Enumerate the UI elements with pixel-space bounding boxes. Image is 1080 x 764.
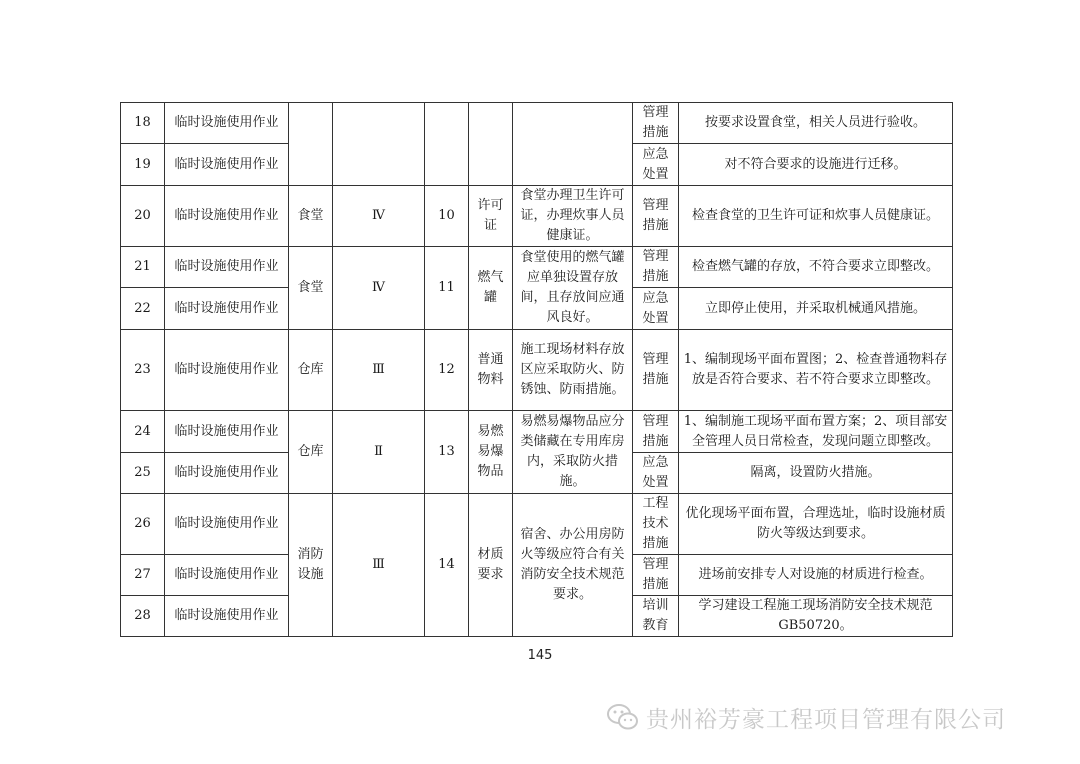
requirement-cell: 食堂使用的燃气罐应单独设置存放间，且存放间应通风良好。 bbox=[513, 247, 633, 330]
row-number: 27 bbox=[121, 555, 165, 596]
table-row bbox=[121, 330, 953, 411]
place-cell: 仓库 bbox=[289, 330, 333, 411]
place-cell: 食堂 bbox=[289, 186, 333, 247]
row-number: 26 bbox=[121, 494, 165, 555]
hazard-table bbox=[120, 102, 953, 637]
wechat-icon bbox=[606, 702, 640, 732]
task-cell: 临时设施使用作业 bbox=[165, 596, 289, 637]
measure-type-cell: 培训教育 bbox=[633, 596, 679, 637]
table-row bbox=[121, 247, 953, 288]
level-cell: Ⅳ bbox=[333, 247, 425, 330]
row-number: 23 bbox=[121, 330, 165, 411]
measure-type-cell: 管理措施 bbox=[633, 103, 679, 144]
place-cell: 消防设施 bbox=[289, 494, 333, 637]
task-cell: 临时设施使用作业 bbox=[165, 494, 289, 555]
measure-type-cell: 管理措施 bbox=[633, 247, 679, 288]
requirement-cell: 施工现场材料存放区应采取防火、防锈蚀、防雨措施。 bbox=[513, 330, 633, 411]
task-cell: 临时设施使用作业 bbox=[165, 288, 289, 330]
measure-cell: 优化现场平面布置，合理选址，临时设施材质防火等级达到要求。 bbox=[679, 494, 953, 555]
hazard-cell: 普通物料 bbox=[469, 330, 513, 411]
measure-cell: 隔离，设置防火措施。 bbox=[679, 453, 953, 494]
level-cell: Ⅲ bbox=[333, 494, 425, 637]
task-cell: 临时设施使用作业 bbox=[165, 186, 289, 247]
level-cell: Ⅱ bbox=[333, 411, 425, 494]
measure-type-cell: 应急处置 bbox=[633, 288, 679, 330]
table-row bbox=[121, 186, 953, 247]
requirement-cell: 易燃易爆物品应分类储藏在专用库房内，采取防火措施。 bbox=[513, 411, 633, 494]
measure-cell: 立即停止使用，并采取机械通风措施。 bbox=[679, 288, 953, 330]
code-cell: 11 bbox=[425, 247, 469, 330]
table-row bbox=[121, 103, 953, 144]
measure-cell: 学习建设工程施工现场消防安全技术规范GB50720。 bbox=[679, 596, 953, 637]
code-cell: 13 bbox=[425, 411, 469, 494]
level-cell-empty bbox=[333, 103, 425, 186]
hazard-cell: 燃气罐 bbox=[469, 247, 513, 330]
measure-type-cell: 应急处置 bbox=[633, 453, 679, 494]
page-number: 145 bbox=[527, 648, 553, 663]
measure-type-cell: 应急处置 bbox=[633, 144, 679, 186]
measure-cell: 检查燃气罐的存放，不符合要求立即整改。 bbox=[679, 247, 953, 288]
requirement-cell: 食堂办理卫生许可证，办理炊事人员健康证。 bbox=[513, 186, 633, 247]
level-cell: Ⅳ bbox=[333, 186, 425, 247]
measure-type-cell: 管理措施 bbox=[633, 411, 679, 453]
code-cell: 12 bbox=[425, 330, 469, 411]
measure-cell: 1、编制现场平面布置图；2、检查普通物料存放是否符合要求、若不符合要求立即整改。 bbox=[679, 330, 953, 411]
hazard-cell: 材质要求 bbox=[469, 494, 513, 637]
code-cell: 10 bbox=[425, 186, 469, 247]
code-cell: 14 bbox=[425, 494, 469, 637]
measure-type-cell: 管理措施 bbox=[633, 555, 679, 596]
table-row bbox=[121, 411, 953, 453]
row-number: 25 bbox=[121, 453, 165, 494]
task-cell: 临时设施使用作业 bbox=[165, 247, 289, 288]
place-cell-empty bbox=[289, 103, 333, 186]
row-number: 24 bbox=[121, 411, 165, 453]
row-number: 21 bbox=[121, 247, 165, 288]
level-cell: Ⅲ bbox=[333, 330, 425, 411]
row-number: 19 bbox=[121, 144, 165, 186]
row-number: 28 bbox=[121, 596, 165, 637]
hazard-cell-empty bbox=[469, 103, 513, 186]
watermark bbox=[606, 700, 1006, 734]
table-row bbox=[121, 494, 953, 555]
hazard-cell: 许可证 bbox=[469, 186, 513, 247]
measure-cell: 进场前安排专人对设施的材质进行检查。 bbox=[679, 555, 953, 596]
measure-cell: 1、编制施工现场平面布置方案；2、项目部安全管理人员日常检查，发现问题立即整改。 bbox=[679, 411, 953, 453]
place-cell: 仓库 bbox=[289, 411, 333, 494]
task-cell: 临时设施使用作业 bbox=[165, 330, 289, 411]
place-cell: 食堂 bbox=[289, 247, 333, 330]
watermark-text: 贵州裕芳豪工程项目管理有限公司 bbox=[646, 706, 1006, 733]
code-cell-empty bbox=[425, 103, 469, 186]
measure-type-cell: 管理措施 bbox=[633, 186, 679, 247]
task-cell: 临时设施使用作业 bbox=[165, 411, 289, 453]
measure-cell: 按要求设置食堂，相关人员进行验收。 bbox=[679, 103, 953, 144]
row-number: 22 bbox=[121, 288, 165, 330]
task-cell: 临时设施使用作业 bbox=[165, 453, 289, 494]
requirement-cell-empty bbox=[513, 103, 633, 186]
task-cell: 临时设施使用作业 bbox=[165, 103, 289, 144]
task-cell: 临时设施使用作业 bbox=[165, 144, 289, 186]
requirement-cell: 宿舍、办公用房防火等级应符合有关消防安全技术规范要求。 bbox=[513, 494, 633, 637]
row-number: 18 bbox=[121, 103, 165, 144]
measure-cell: 对不符合要求的设施进行迁移。 bbox=[679, 144, 953, 186]
task-cell: 临时设施使用作业 bbox=[165, 555, 289, 596]
row-number: 20 bbox=[121, 186, 165, 247]
hazard-cell: 易燃易爆物品 bbox=[469, 411, 513, 494]
measure-type-cell: 管理措施 bbox=[633, 330, 679, 411]
measure-cell: 检查食堂的卫生许可证和炊事人员健康证。 bbox=[679, 186, 953, 247]
measure-type-cell: 工程技术措施 bbox=[633, 494, 679, 555]
